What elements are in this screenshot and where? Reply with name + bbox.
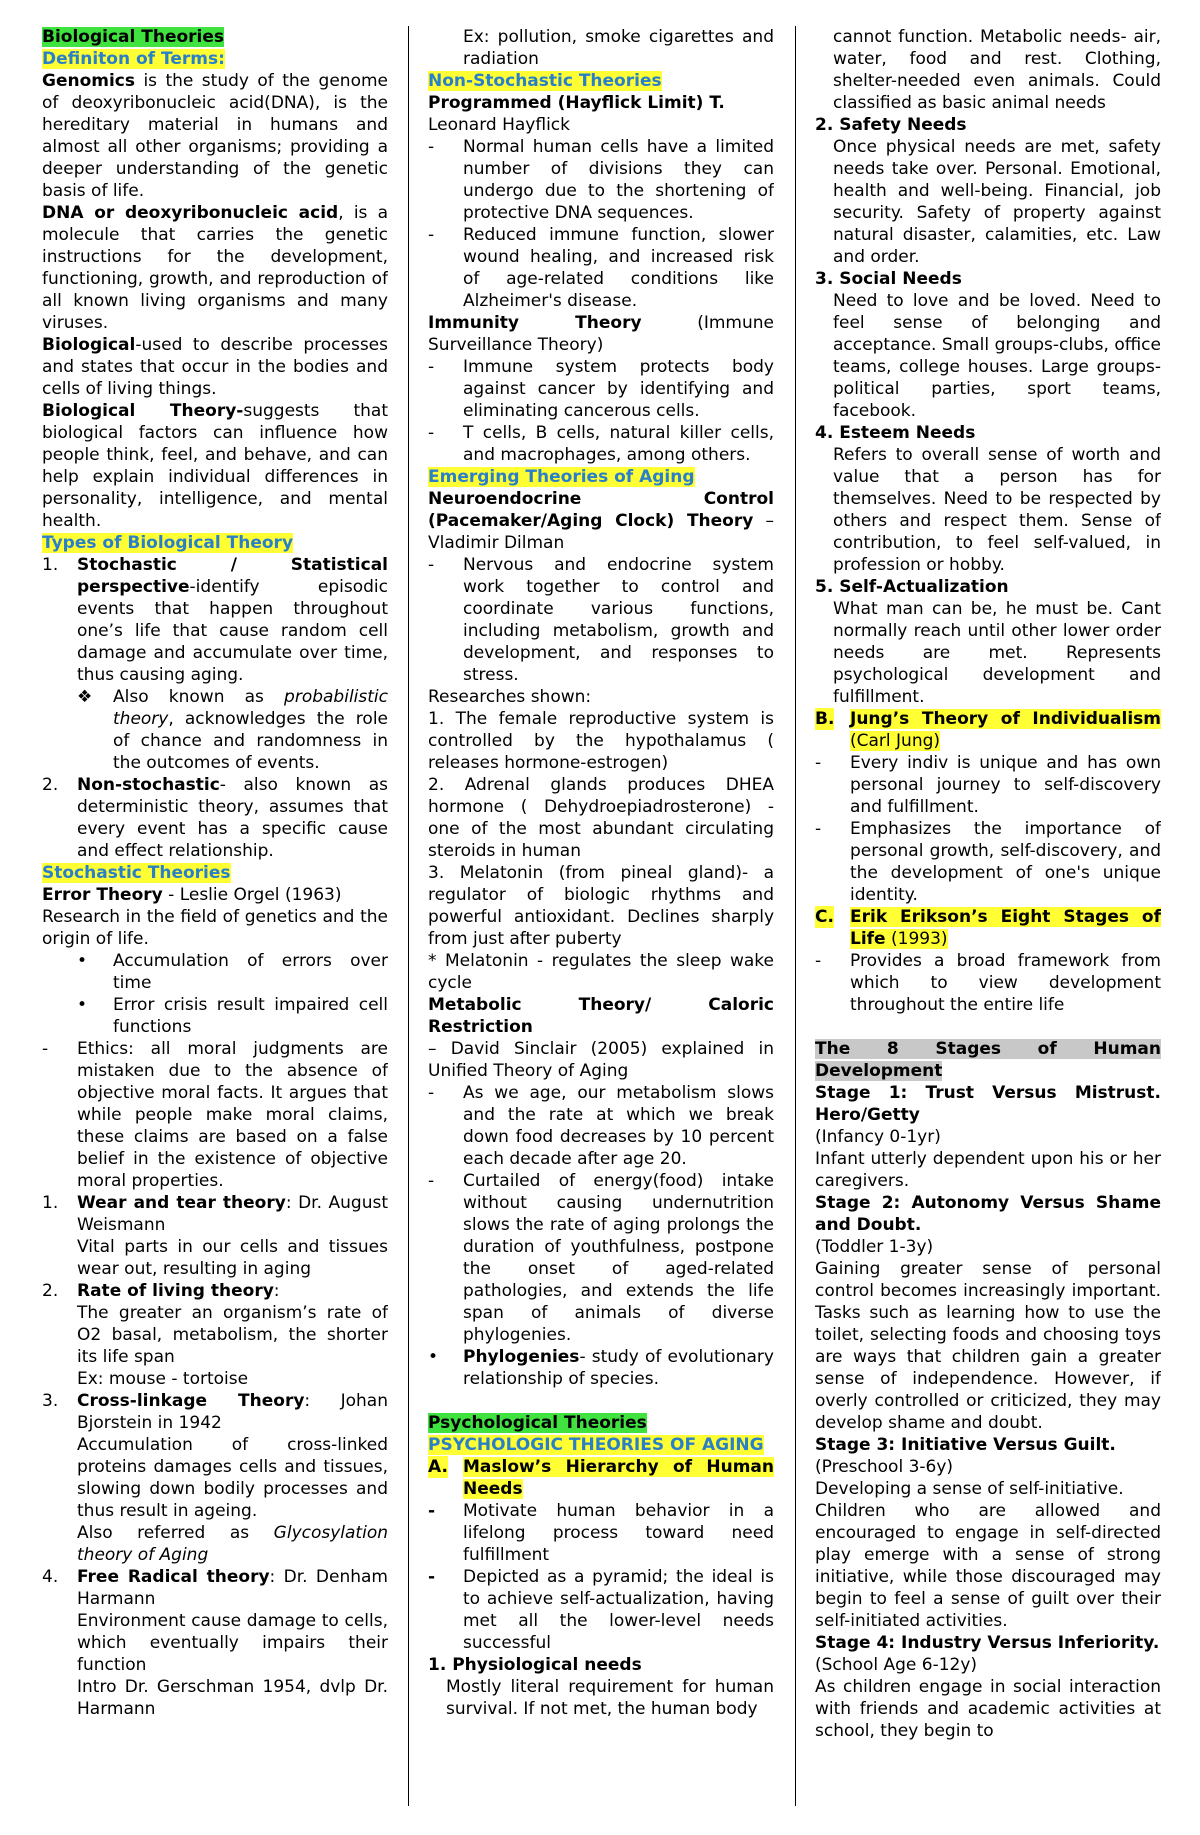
subheading: Stochastic Theories [42, 863, 231, 883]
subheading: Non-Stochastic Theories [428, 71, 662, 91]
section-title: Psychological Theories [428, 1413, 647, 1433]
paragraph: – David Sinclair (2005) explained in Unified Theory of Aging [428, 1039, 774, 1081]
subheading: Definiton of Terms: [42, 49, 225, 69]
paragraph: (Preschool 3-6y) [815, 1457, 954, 1477]
list-item: 1. Stochastic / Statistical perspective-identify episodic events that happen throughout one’s life that cause random cell damage and accumulate over time, thus causing aging. [42, 555, 388, 685]
paragraph: Intro Dr. Gerschman 1954, dvlp Dr. Harmann [77, 1677, 388, 1719]
column-3 [815, 26, 1161, 1742]
list-item: - Motivate human behavior in a lifelong process toward need fulfillment [428, 1501, 774, 1565]
list-item: - Provides a broad framework from which to view development throughout the entire life [815, 951, 1161, 1015]
paragraph: Error Theory - Leslie Orgel (1963) [42, 885, 342, 905]
list-item: • Accumulation of errors over time [77, 951, 388, 993]
list-item: - Depicted as a pyramid; the ideal is to achieve self-actualization, having met all the lower-level needs successful [428, 1567, 774, 1653]
paragraph: Vital parts in our cells and tissues wear out, resulting in aging [77, 1237, 388, 1279]
list-item: - As we age, our metabolism slows and the rate at which we break down food decreases by 10 percent each decade after age 20. [428, 1083, 774, 1169]
paragraph: Children who are allowed and encouraged to engage in self-directed play emerge with a sense of strong initiative, while those discouraged may begin to feel a sense of guilt over their self-initiated activities. [815, 1501, 1161, 1631]
paragraph: Metabolic Theory/ Caloric Restriction [428, 995, 774, 1037]
paragraph: Gaining greater sense of personal control becomes increasingly important. Tasks such as learning how to use the toilet, selecting foods and choosing toys are ways that children gain a greater sense of independence. However, if overly controlled or criticized, they may develop shame and doubt. [815, 1259, 1161, 1433]
list-item: ❖ Also known as probabilistic theory, acknowledges the role of chance and randomness in the outcomes of events. [77, 687, 388, 773]
column-1 [42, 26, 388, 1720]
paragraph: Ex: mouse - tortoise [77, 1369, 249, 1389]
paragraph: 3. Social Needs [815, 269, 962, 289]
paragraph: (Infancy 0-1yr) [815, 1127, 941, 1147]
paragraph: Environment cause damage to cells, which eventually impairs their function [77, 1611, 388, 1675]
paragraph: Stage 3: Initiative Versus Guilt. [815, 1435, 1116, 1455]
list-item: 4. Free Radical theory: Dr. Denham Harmann [42, 1567, 388, 1609]
list-item: - Normal human cells have a limited number of divisions they can undergo due to the shortening of protective DNA sequences. [428, 137, 774, 223]
list-item: A. Maslow’s Hierarchy of Human Needs [428, 1457, 774, 1499]
paragraph: cannot function. Metabolic needs- air, water, food and rest. Clothing, shelter-needed even animals. Could classified as basic animal needs [833, 27, 1161, 113]
section-title: Biological Theories [42, 27, 225, 47]
paragraph: Biological Theory-suggests that biological factors can influence how people think, feel, and behave, and can help explain individual differences in personality, intelligence, and mental health. [42, 401, 388, 531]
paragraph: What man can be, he must be. Cant normally reach until other lower order needs are met. Represents psychological development and fulfillment. [833, 599, 1161, 707]
paragraph: Stage 2: Autonomy Versus Shame and Doubt. [815, 1193, 1161, 1235]
paragraph: Genomics is the study of the genome of deoxyribonucleic acid(DNA), is the hereditary material in humans and almost all other organisms; providing a deeper understanding of the genetic basis of life. [42, 71, 388, 201]
column-divider [795, 26, 796, 1806]
list-item: - Every indiv is unique and has own personal journey to self-discovery and fulfillment. [815, 753, 1161, 817]
paragraph: 1. Physiological needs [428, 1655, 642, 1675]
subheading: Emerging Theories of Aging [428, 467, 695, 487]
list-item: - Curtailed of energy(food) intake without causing undernutrition slows the rate of aging prolongs the duration of youthfulness, postpone the onset of aged-related pathologies, and extends the life span of animals of diverse phylogenies. [428, 1171, 774, 1345]
paragraph: Developing a sense of self-initiative. [815, 1479, 1124, 1499]
paragraph: Immunity Theory (Immune Surveillance Theory) [428, 313, 774, 355]
paragraph: (School Age 6-12y) [815, 1655, 978, 1675]
paragraph: 2. Safety Needs [815, 115, 967, 135]
paragraph: 1. The female reproductive system is controlled by the hypothalamus ( releases hormone-estrogen) [428, 709, 774, 773]
paragraph: 5. Self-Actualization [815, 577, 1009, 597]
list-item: - Ethics: all moral judgments are mistaken due to the absence of objective moral facts. It argues that while people make moral claims, these claims are based on a false belief in the existence of objective moral properties. [42, 1039, 388, 1191]
paragraph: Also referred as Glycosylation theory of Aging [77, 1523, 388, 1565]
paragraph: As children engage in social interaction with friends and academic activities at school, they begin to [815, 1677, 1161, 1741]
paragraph: Infant utterly dependent upon his or her caregivers. [815, 1149, 1161, 1191]
list-item: - Nervous and endocrine system work together to control and coordinate various functions, including metabolism, growth and development, and responses to stress. [428, 555, 774, 685]
list-item: - Reduced immune function, slower wound healing, and increased risk of age-related conditions like Alzheimer's disease. [428, 225, 774, 311]
paragraph: Refers to overall sense of worth and value that a person has for themselves. Need to be respected by others and respect them. Sense of contribution, to feel self-valued, in profession or hobby. [833, 445, 1161, 575]
paragraph: Accumulation of cross-linked proteins damages cells and tissues, slowing down bodily processes and thus result in ageing. [77, 1435, 388, 1521]
list-item: 2. Non-stochastic- also known as deterministic theory, assumes that every event has a specific cause and effect relationship. [42, 775, 388, 861]
paragraph: The greater an organism’s rate of O2 basal, metabolism, the shorter its life span [77, 1303, 388, 1367]
paragraph: Mostly literal requirement for human survival. If not met, the human body [446, 1677, 774, 1719]
diamond-bullet-icon: ❖ [77, 687, 93, 707]
paragraph: (Toddler 1-3y) [815, 1237, 934, 1257]
paragraph: Leonard Hayflick [428, 115, 570, 135]
paragraph: Biological-used to describe processes and states that occur in the bodies and cells of living things. [42, 335, 388, 399]
list-item: • Phylogenies- study of evolutionary relationship of species. [428, 1347, 774, 1389]
paragraph: Researches shown: [428, 687, 592, 707]
subheading: PSYCHOLOGIC THEORIES OF AGING [428, 1435, 764, 1455]
paragraph: Need to love and be loved. Need to feel sense of belonging and acceptance. Small groups-clubs, office teams, college houses. Large groups- political parties, sport teams, facebook. [833, 291, 1161, 421]
paragraph: 2. Adrenal glands produces DHEA hormone ( Dehydroepiadrosterone) - one of the most abundant circulating steroids in human [428, 775, 774, 861]
paragraph: Neuroendocrine Control (Pacemaker/Aging Clock) Theory – Vladimir Dilman [428, 489, 774, 553]
list-item: C. Erik Erikson’s Eight Stages of Life (1993) [815, 907, 1161, 949]
subheading: The 8 Stages of Human Development [815, 1039, 1161, 1081]
list-item: 3. Cross-linkage Theory: Johan Bjorstein in 1942 [42, 1391, 388, 1433]
paragraph: * Melatonin - regulates the sleep wake cycle [428, 951, 774, 993]
paragraph: Once physical needs are met, safety needs take over. Personal. Emotional, health and well-being. Financial, job security. Safety of property against natural disaster, calamities, etc. Law and order. [833, 137, 1161, 267]
paragraph: Research in the field of genetics and the origin of life. [42, 907, 388, 949]
list-item: - Emphasizes the importance of personal growth, self-discovery, and the development of one's unique identity. [815, 819, 1161, 905]
list-item: 1. Wear and tear theory: Dr. August Weismann [42, 1193, 388, 1235]
column-divider [408, 26, 409, 1806]
paragraph: Stage 1: Trust Versus Mistrust. Hero/Getty [815, 1083, 1161, 1125]
list-item: 2. Rate of living theory: [42, 1281, 280, 1301]
paragraph: Programmed (Hayflick Limit) T. [428, 93, 725, 113]
paragraph: Ex: pollution, smoke cigarettes and radiation [463, 27, 774, 69]
list-item: - T cells, B cells, natural killer cells, and macrophages, among others. [428, 423, 774, 465]
list-item: B. Jung’s Theory of Individualism (Carl Jung) [815, 709, 1161, 751]
paragraph: Stage 4: Industry Versus Inferiority. [815, 1633, 1160, 1653]
list-item: - Immune system protects body against cancer by identifying and eliminating cancerous cells. [428, 357, 774, 421]
list-item: • Error crisis result impaired cell functions [77, 995, 388, 1037]
subheading: Types of Biological Theory [42, 533, 294, 553]
column-2 [428, 26, 774, 1720]
paragraph: DNA or deoxyribonucleic acid, is a molecule that carries the genetic instructions for the development, functioning, growth, and reproduction of all known living organisms and many viruses. [42, 203, 388, 333]
paragraph: 3. Melatonin (from pineal gland)- a regulator of biologic rhythms and powerful antioxidant. Declines sharply from just after puberty [428, 863, 774, 949]
paragraph: 4. Esteem Needs [815, 423, 976, 443]
